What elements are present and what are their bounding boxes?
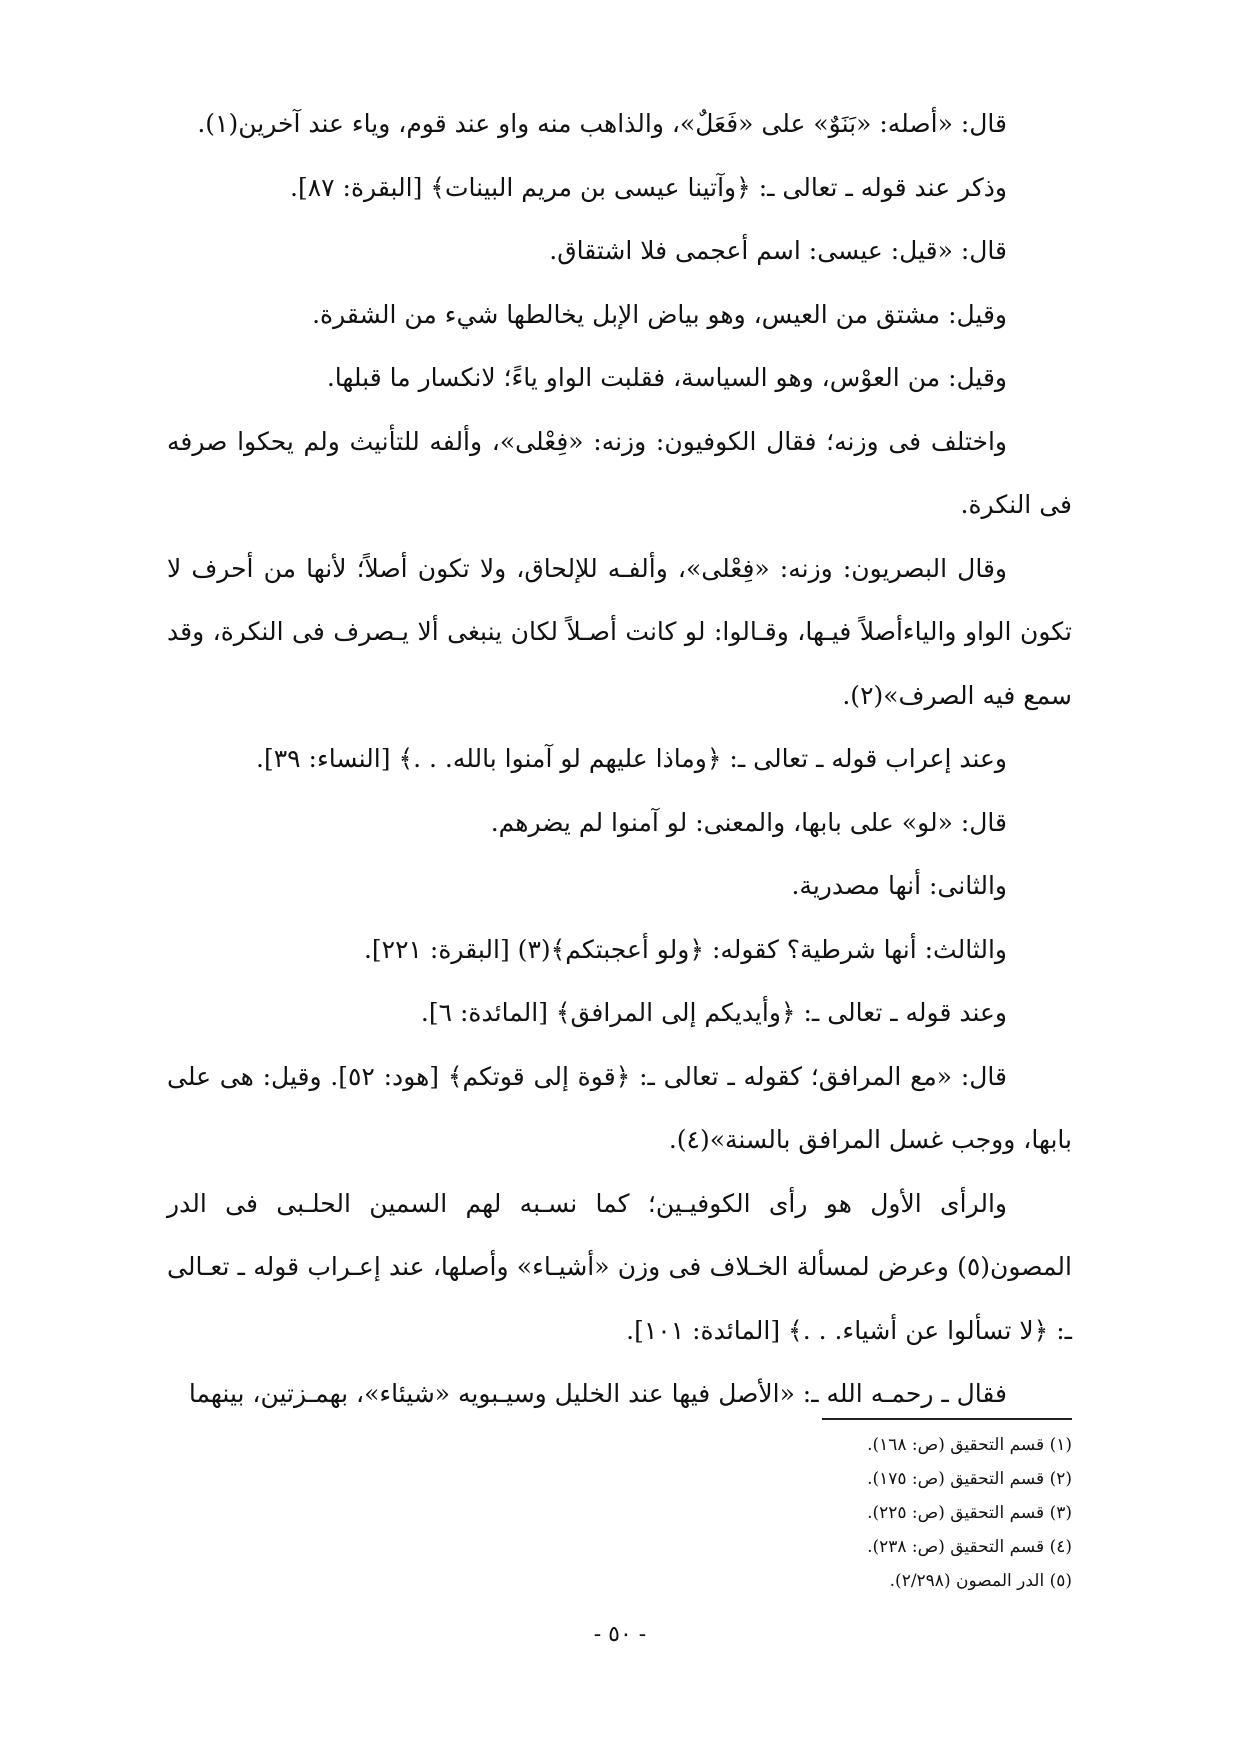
main-text — [167, 92, 1072, 1426]
paragraph: قال: «أصله: «بَنَوٌ» على «فَعَلٌ»، والذاهب منه واو عند قوم، وياء عند آخرين(١). — [197, 109, 1007, 138]
paragraph: والثانى: أنها مصدرية. — [791, 871, 1007, 900]
paragraph: وذكر عند قوله ـ تعالى ـ: ﴿وآتينا عيسى بن مريم البينات﴾ [البقرة: ٨٧]. — [290, 172, 1007, 202]
footnotes — [167, 1428, 1072, 1598]
paragraph: فقال ـ رحمـه الله ـ: «الأصل فيها عند الخليل وسيـبويه «شيئاء»، بهمـزتين، بينهما — [188, 1379, 1007, 1408]
paragraph: وعند قوله ـ تعالى ـ: ﴿وأيديكم إلى المرافق﴾ [المائدة: ٦]. — [420, 998, 1007, 1027]
footnote: (٢) قسم التحقيق (ص: ١٧٥). — [867, 1469, 1072, 1489]
page-number: - ٥٠ - — [593, 1622, 647, 1647]
footnote: (٤) قسم التحقيق (ص: ٢٣٨). — [867, 1537, 1072, 1557]
paragraph: وقيل: مشتق من العيس، وهو بياض الإبل يخالطها شيء من الشقرة. — [312, 299, 1007, 329]
paragraph: وعند إعراب قوله ـ تعالى ـ: ﴿وماذا عليهم لو آمنوا بالله. . .﴾ [النساء: ٣٩]. — [256, 744, 1007, 773]
footnote-separator — [822, 1418, 1072, 1420]
paragraph: والثالث: أنها شرطية؟ كقوله: ﴿ولو أعجبتكم﴾(٣) [البقرة: ٢٢١]. — [363, 934, 1007, 964]
paragraph: قال: «مع المرافق؛ كقوله ـ تعالى ـ: ﴿قوة إلى قوتكم﴾ [هود: ٥٢]. وقيل: هى على بابها، ووجب غسل المرافق بالسنة»(٤). — [167, 1061, 1072, 1154]
footnote: (٣) قسم التحقيق (ص: ٢٢٥). — [867, 1503, 1072, 1523]
paragraph: والرأى الأول هو رأى الكوفيـين؛ كما نسـبه لهم السمين الحلـبى فى الدر المصون(٥) وعرض لمسألة الخـلاف فى وزن «أشيـاء» وأصلها، عند إعـراب قوله ـ تعـالى ـ: ﴿لا تسألوا عن أشياء. . .﴾ [المائدة: ١٠١]. — [167, 1188, 1072, 1345]
paragraph: واختلف فى وزنه؛ فقال الكوفيون: وزنه: «فِعْلى»، وألفه للتأنيث ولم يحكوا صرفه فى النكرة. — [167, 426, 1072, 519]
footnote: (٥) الدر المصون (٢/٢٩٨). — [889, 1571, 1072, 1591]
footnote: (١) قسم التحقيق (ص: ١٦٨). — [867, 1435, 1072, 1455]
paragraph: قال: «لو» على بابها، والمعنى: لو آمنوا لم يضرهم. — [490, 807, 1007, 837]
paragraph: وقيل: من العوْس، وهو السياسة، فقلبت الواو ياءً؛ لانكسار ما قبلها. — [326, 363, 1007, 392]
paragraph: وقال البصريون: وزنه: «فِعْلى»، وألفـه للإلحاق، ولا تكون أصلاً؛ لأنها من أحرف لا تكون الواو والياءأصلاً فيـها، وقـالوا: لو كانت أصـلاً لكان ينبغى ألا يـصرف فى النكرة، وقد سمع فيه الصرف»(٢). — [167, 553, 1072, 710]
paragraph: قال: «قيل: عيسى: اسم أعجمى فلا اشتقاق. — [549, 236, 1007, 265]
